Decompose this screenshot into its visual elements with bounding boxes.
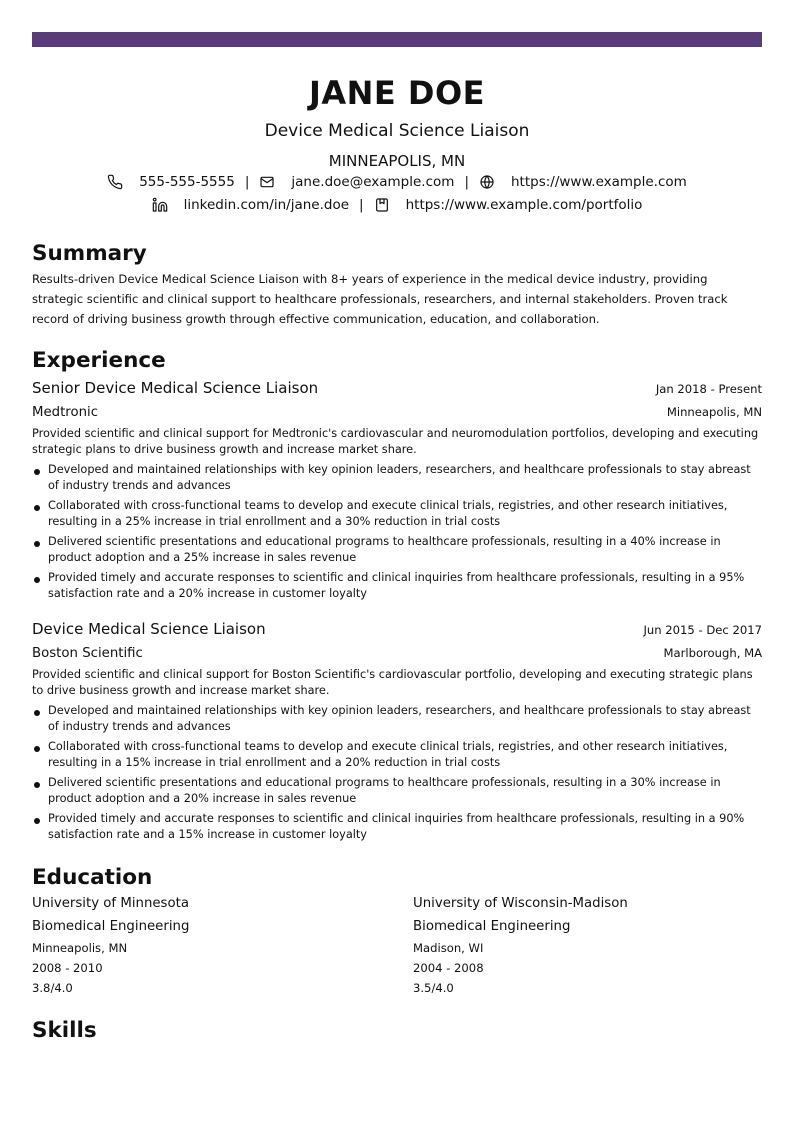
job-location: Marlborough, MA bbox=[663, 646, 762, 660]
bullet-text: Developed and maintained relationships with key opinion leaders, researchers, and healthcare professionals to stay abreast of industry trends and advances bbox=[48, 704, 751, 733]
contact-row-1 bbox=[0, 173, 794, 191]
bullet-icon bbox=[34, 782, 40, 788]
job-description: Provided scientific and clinical support for Medtronic's cardiovascular and neuromodulation portfolios, developing and executing strategic plans to drive business growth and increase market share. bbox=[32, 427, 759, 456]
degree: Biomedical Engineering bbox=[413, 919, 571, 934]
job-header-2 bbox=[32, 619, 762, 639]
section-heading-education: Education bbox=[32, 865, 153, 890]
list-item bbox=[32, 811, 762, 843]
job-title: Senior Device Medical Science Liaison bbox=[32, 379, 319, 397]
list-item bbox=[32, 462, 762, 494]
bullet-text: Collaborated with cross-functional teams to develop and execute clinical trials, registries, and other research initiatives, resulting in a 25% increase in trial enrollment and a 30% reduction in trial costs bbox=[48, 499, 728, 528]
bullet-text: Delivered scientific presentations and educational programs to healthcare professionals, resulting in a 40% increase in product adoption and a 25% increase in sales revenue bbox=[48, 535, 721, 564]
bullet-icon bbox=[34, 746, 40, 752]
gpa: 3.5/4.0 bbox=[413, 981, 454, 995]
job-bullets-1 bbox=[32, 462, 762, 606]
summary-text: Results-driven Device Medical Science Liaison with 8+ years of experience in the medical device industry, providing strategic scientific and clinical support to healthcare professionals, researchers, and internal stakeholders. Proven track record of driving business growth through effective communication, education, and collaboration. bbox=[32, 272, 728, 326]
job-header-1 bbox=[32, 378, 762, 398]
phone-icon bbox=[107, 174, 123, 190]
bullet-text: Provided timely and accurate responses to scientific and clinical inquiries from healthcare professionals, resulting in a 90% satisfaction rate and a 15% increase in customer loyalty bbox=[48, 812, 745, 841]
school-years: 2008 - 2010 bbox=[32, 961, 103, 975]
section-heading-summary: Summary bbox=[32, 241, 147, 266]
bullet-text: Developed and maintained relationships with key opinion leaders, researchers, and healthcare professionals to stay abreast of industry trends and advances bbox=[48, 463, 751, 492]
job-bullets-2 bbox=[32, 703, 762, 847]
job-location: Minneapolis, MN bbox=[666, 405, 762, 419]
list-item bbox=[32, 570, 762, 602]
education-entry-1 bbox=[32, 892, 392, 998]
school-name: University of Wisconsin-Madison bbox=[413, 896, 628, 911]
job-subheader-1 bbox=[32, 403, 762, 422]
phone-link[interactable]: 555-555-5555 bbox=[139, 174, 235, 190]
school-location: Madison, WI bbox=[413, 941, 484, 955]
bullet-icon bbox=[34, 818, 40, 824]
list-item bbox=[32, 498, 762, 530]
website-link[interactable]: https://www.example.com bbox=[511, 174, 687, 190]
separator: | bbox=[244, 174, 250, 190]
candidate-location: MINNEAPOLIS, MN bbox=[328, 152, 466, 170]
school-location: Minneapolis, MN bbox=[32, 941, 128, 955]
bullet-icon bbox=[34, 710, 40, 716]
separator: | bbox=[359, 197, 364, 213]
job-description: Provided scientific and clinical support for Boston Scientific's cardiovascular portfolio, developing and executing strategic plans to drive business growth and increase market share. bbox=[32, 668, 753, 697]
list-item bbox=[32, 739, 762, 771]
company-name: Medtronic bbox=[32, 405, 99, 420]
bullet-icon bbox=[34, 469, 40, 475]
school-years: 2004 - 2008 bbox=[413, 961, 484, 975]
list-item bbox=[32, 534, 762, 566]
school-name: University of Minnesota bbox=[32, 896, 189, 911]
bullet-text: Provided timely and accurate responses to scientific and clinical inquiries from healthcare professionals, resulting in a 95% satisfaction rate and a 20% increase in customer loyalty bbox=[48, 571, 745, 600]
linkedin-link[interactable]: linkedin.com/in/jane.doe bbox=[183, 197, 350, 213]
email-link[interactable]: jane.doe@example.com bbox=[291, 174, 455, 190]
portfolio-icon bbox=[374, 197, 390, 213]
bullet-text: Delivered scientific presentations and educational programs to healthcare professionals, resulting in a 30% increase in product adoption and a 20% increase in sales revenue bbox=[48, 776, 721, 805]
mail-icon bbox=[259, 174, 275, 190]
bullet-icon bbox=[34, 505, 40, 511]
bullet-icon bbox=[34, 541, 40, 547]
list-item bbox=[32, 703, 762, 735]
linkedin-icon bbox=[152, 197, 168, 213]
separator: | bbox=[464, 174, 469, 190]
contact-row-2 bbox=[0, 196, 794, 214]
bullet-icon bbox=[34, 577, 40, 583]
job-title: Device Medical Science Liaison bbox=[32, 620, 266, 638]
job-dates: Jan 2018 - Present bbox=[655, 382, 762, 396]
candidate-name: JANE DOE bbox=[308, 74, 486, 112]
job-title: Device Medical Science Liaison bbox=[264, 121, 530, 141]
globe-icon bbox=[479, 174, 495, 190]
degree: Biomedical Engineering bbox=[32, 919, 190, 934]
accent-bar bbox=[32, 32, 762, 47]
section-heading-skills: Skills bbox=[32, 1018, 97, 1043]
education-entry-2 bbox=[413, 892, 773, 998]
job-dates: Jun 2015 - Dec 2017 bbox=[643, 623, 762, 637]
job-subheader-2 bbox=[32, 644, 762, 663]
portfolio-link[interactable]: https://www.example.com/portfolio bbox=[405, 197, 643, 213]
list-item bbox=[32, 775, 762, 807]
company-name: Boston Scientific bbox=[32, 646, 143, 661]
gpa: 3.8/4.0 bbox=[32, 981, 73, 995]
section-heading-experience: Experience bbox=[32, 348, 166, 373]
bullet-text: Collaborated with cross-functional teams to develop and execute clinical trials, registries, and other research initiatives, resulting in a 15% increase in trial enrollment and a 20% reduction in trial costs bbox=[48, 740, 728, 769]
